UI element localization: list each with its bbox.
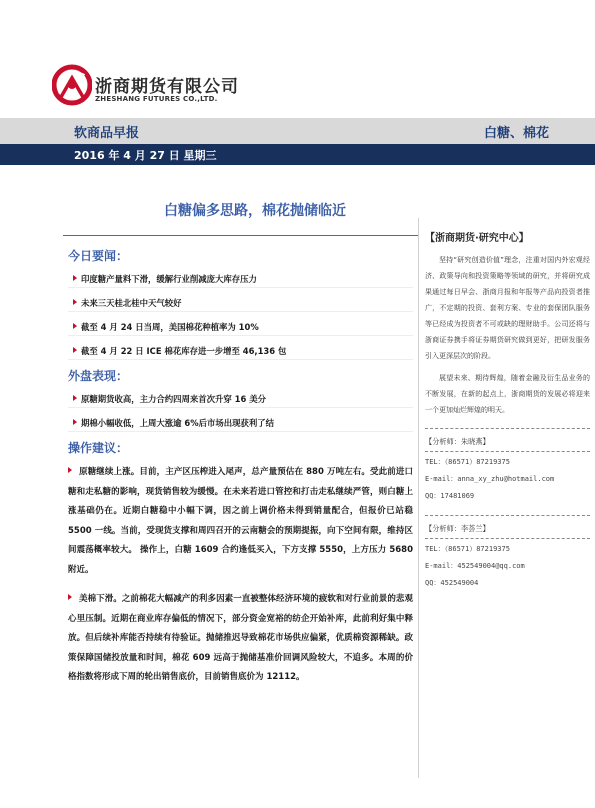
advice-paragraph-cotton xyxy=(68,590,413,688)
news-item-text: 截至 4 月 24 日当周，美国棉花种植率为 10% xyxy=(81,322,259,332)
bullet-triangle-icon xyxy=(73,299,77,305)
analyst-card xyxy=(425,515,590,592)
analyst-qq: QQ：17481069 xyxy=(425,492,475,500)
research-center-paragraph: 坚持“研究创造价值”理念，注重对国内外宏观经济、政策导向和投资策略等领域的研究，并将研究成果通过每日早会、浙商月报和年报等产品向投资者推广，不定期的投资、套利方案、专业的套保团队服务等已经成为投资者不可或缺的理财助手。公司还将与浙商证券携手将证券期货研究做到更好，把研发服务引入更深层次的阶段。 xyxy=(425,256,590,360)
date-bar xyxy=(0,144,595,165)
company-logo-icon xyxy=(52,64,92,106)
analyst-tel: TEL：（86571）87219375 xyxy=(425,545,510,553)
report-type: 软商品早报 xyxy=(74,126,140,141)
report-date: 2016 年 4 月 27 日 星期三 xyxy=(74,149,217,162)
title-divider xyxy=(63,235,418,236)
bullet-triangle-icon xyxy=(73,395,77,401)
news-item-text: 截至 4 月 22 日 ICE 棉花库存进一步增至 46,136 包 xyxy=(81,346,287,356)
report-product: 白糖、棉花 xyxy=(483,126,549,141)
bullet-triangle-icon xyxy=(73,347,77,353)
news-item xyxy=(68,343,413,360)
bullet-triangle-icon xyxy=(73,419,77,425)
page-title: 白糖偏多思路，棉花抛储临近 xyxy=(164,203,346,219)
advice-paragraph-sugar xyxy=(68,463,413,580)
news-item-text: 印度糖产量料下滑，缓解行业削减庞大库存压力 xyxy=(81,274,257,284)
analyst-qq: QQ：452549004 xyxy=(425,579,479,587)
advice-text-sugar: 原糖继续上涨。目前，主产区压榨进入尾声，总产量预估在 880 万吨左右。受此前进口糖和走私糖的影响，现货销售较为缓慢。在未来若进口管控和打击走私继续严管，则白糖上涨基础仍在。近期白糖稳中小幅下调，因之前上调价格未得到销量配合，但报价已站稳 5500 一线。当前，受现货支撑和周四召开的云南糖会的预期提振，向下空间有限，维持区间震荡概率较大。 操作上，白糖 1609 合约逢低买入，下方支撑 5550，上方压力 5680 附近。 xyxy=(68,467,413,575)
news-item xyxy=(68,319,413,336)
external-item-text: 期棉小幅收低，上周大涨逾 6%后市场出现获利了结 xyxy=(81,418,275,428)
news-item xyxy=(68,295,413,312)
analyst-tel: TEL：（86571）87219375 xyxy=(425,458,510,466)
research-center-paragraph: 展望未来、期待辉煌，随着金融及衍生品业务的不断发展，在新的起点上，浙商期货的发展必将迎来一个更加灿烂辉煌的明天。 xyxy=(425,374,590,414)
section-title-external: 外盘表现： xyxy=(68,369,129,383)
bullet-triangle-icon xyxy=(68,594,72,600)
analyst-email[interactable]: E-mail：anna_xy_zhu@hotmail.com xyxy=(425,475,555,483)
column-divider xyxy=(418,218,419,778)
bullet-triangle-icon xyxy=(68,467,72,473)
analyst-name: 【分析师：李荟兰】 xyxy=(425,520,590,539)
external-item-text: 原糖期货收高，主力合约四周来首次升穿 16 美分 xyxy=(81,394,266,404)
bullet-triangle-icon xyxy=(73,323,77,329)
sidebar xyxy=(425,230,590,592)
analyst-email[interactable]: E-mail：452549004@qq.com xyxy=(425,562,525,570)
analyst-name: 【分析师：朱晓燕】 xyxy=(425,433,590,452)
bullet-triangle-icon xyxy=(73,275,77,281)
external-item xyxy=(68,415,413,432)
advice-text-cotton: 美棉下滑。之前棉花大幅减产的利多因素一直被整体经济环境的疲软和对行业前景的悲观心里压制。近期在商业库存偏低的情况下，部分资金宽裕的纺企开始补库，此前利好集中释放。但后续补库能否持续有待验证。抛储推迟导致棉花市场供应偏紧，优质棉资源稀缺。政策保障国储投放量和时间，棉花 609 远高于抛储基准价回调风险较大，不追多。本周的价格指数将形成下周的轮出销售底价，目前销售底价为 12112。 xyxy=(68,594,413,682)
research-center-title: 【浙商期货·研究中心】 xyxy=(425,233,529,244)
section-title-today-news: 今日要闻： xyxy=(68,249,129,263)
news-item xyxy=(68,271,413,288)
external-item xyxy=(68,391,413,408)
main-content xyxy=(68,247,413,698)
report-header-bar xyxy=(0,118,595,144)
section-title-advice: 操作建议： xyxy=(68,441,129,455)
company-name-cn: 浙商期货有限公司 xyxy=(95,77,239,97)
company-name-en: ZHESHANG FUTURES CO.,LTD. xyxy=(95,95,218,103)
analyst-card xyxy=(425,428,590,505)
news-item-text: 未来三天桂北桂中天气较好 xyxy=(81,298,182,308)
